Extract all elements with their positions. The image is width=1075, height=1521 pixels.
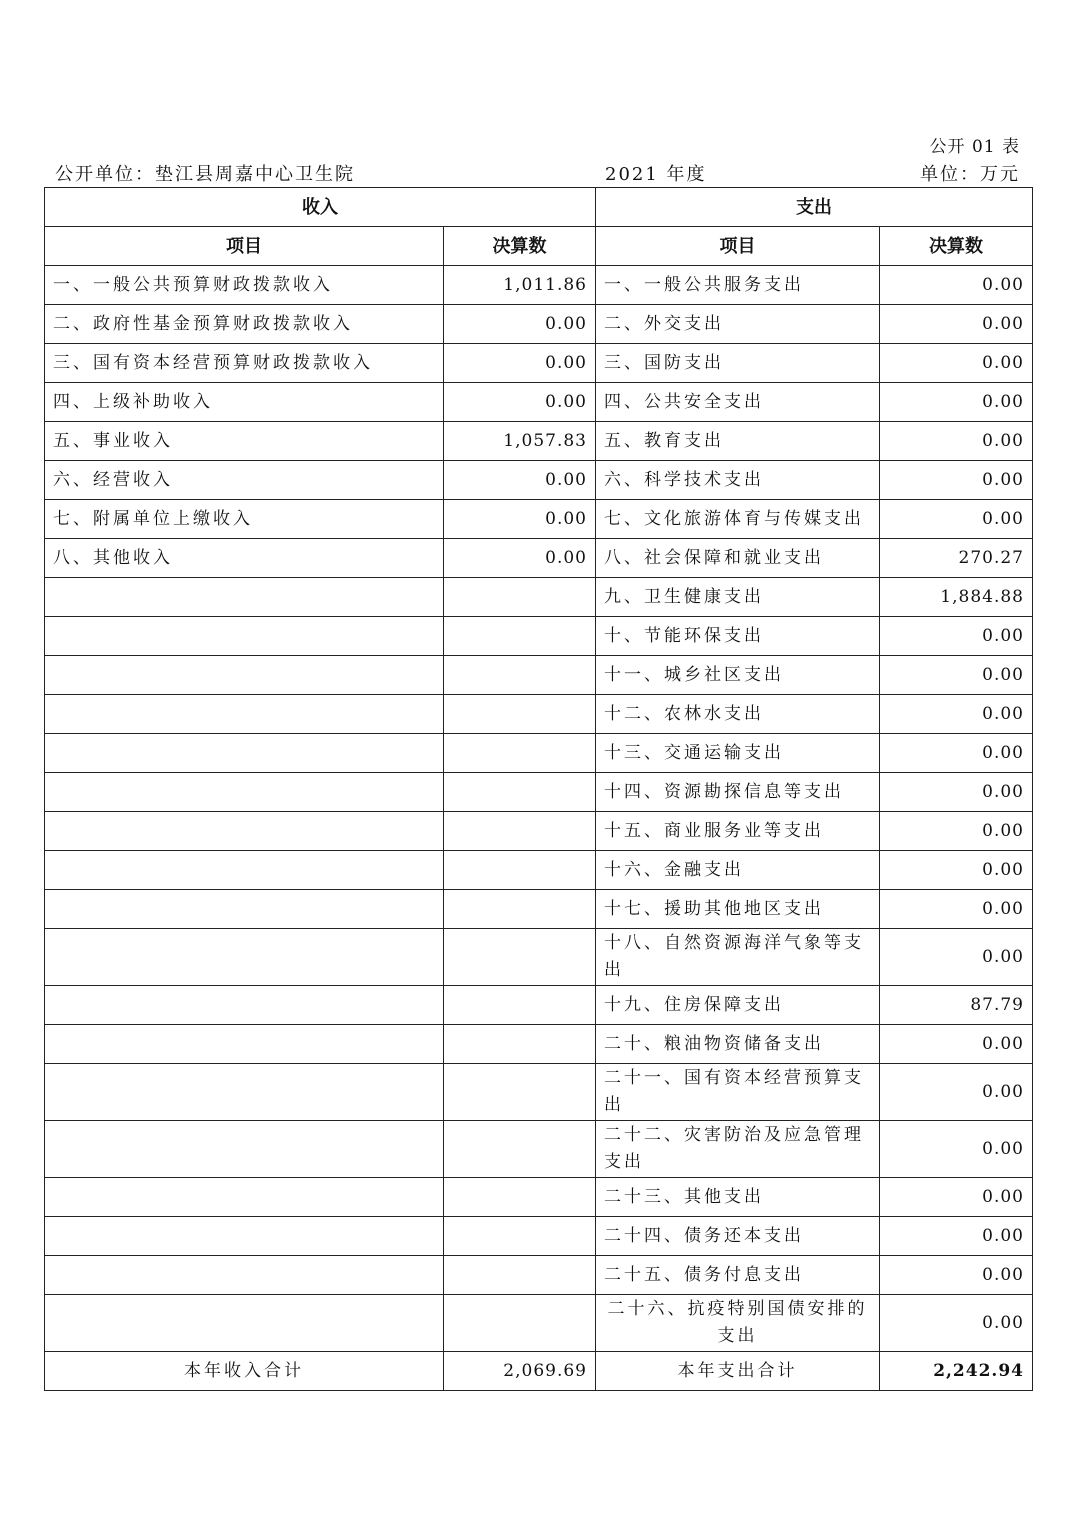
totals-row bbox=[45, 1352, 1033, 1391]
income-item-label: 六、经营收入 bbox=[45, 461, 444, 500]
table-row bbox=[45, 1121, 1033, 1178]
expense-item-label: 七、文化旅游体育与传媒支出 bbox=[596, 500, 880, 539]
income-expense-table bbox=[44, 187, 1033, 1391]
expense-item-value: 270.27 bbox=[880, 539, 1033, 578]
table-row bbox=[45, 1295, 1033, 1352]
expense-item-label: 二十五、债务付息支出 bbox=[596, 1256, 880, 1295]
income-item-value bbox=[444, 578, 596, 617]
income-item-label bbox=[45, 656, 444, 695]
table-row bbox=[45, 929, 1033, 986]
table-row bbox=[45, 578, 1033, 617]
table-row bbox=[45, 266, 1033, 305]
expense-item-value: 0.00 bbox=[880, 344, 1033, 383]
income-item-value bbox=[444, 1217, 596, 1256]
expense-item-label: 二十、粮油物资储备支出 bbox=[596, 1025, 880, 1064]
expense-item-value: 0.00 bbox=[880, 461, 1033, 500]
income-item-label bbox=[45, 773, 444, 812]
income-total-label: 本年收入合计 bbox=[45, 1352, 444, 1391]
expense-item-value: 0.00 bbox=[880, 1025, 1033, 1064]
income-amount-header: 决算数 bbox=[444, 227, 596, 266]
income-item-value bbox=[444, 851, 596, 890]
table-row bbox=[45, 383, 1033, 422]
income-total-value: 2,069.69 bbox=[444, 1352, 596, 1391]
expense-item-label: 九、卫生健康支出 bbox=[596, 578, 880, 617]
table-body bbox=[45, 266, 1033, 1352]
income-item-value: 0.00 bbox=[444, 305, 596, 344]
expense-item-value: 0.00 bbox=[880, 617, 1033, 656]
report-meta bbox=[55, 160, 1020, 186]
income-item-header: 项目 bbox=[45, 227, 444, 266]
expense-item-label: 十、节能环保支出 bbox=[596, 617, 880, 656]
income-item-value: 0.00 bbox=[444, 344, 596, 383]
expense-item-value: 0.00 bbox=[880, 1121, 1033, 1178]
table-row bbox=[45, 539, 1033, 578]
table-row bbox=[45, 1217, 1033, 1256]
expense-item-value: 0.00 bbox=[880, 695, 1033, 734]
table-row bbox=[45, 656, 1033, 695]
income-item-label bbox=[45, 1295, 444, 1352]
income-item-value bbox=[444, 890, 596, 929]
expense-item-value: 0.00 bbox=[880, 1178, 1033, 1217]
expense-item-value: 0.00 bbox=[880, 890, 1033, 929]
income-item-label bbox=[45, 890, 444, 929]
expense-item-label: 二十六、抗疫特别国债安排的支出 bbox=[596, 1295, 880, 1352]
expense-item-label: 二、外交支出 bbox=[596, 305, 880, 344]
income-item-value: 0.00 bbox=[444, 461, 596, 500]
reporting-unit: 公开单位：垫江县周嘉中心卫生院 bbox=[55, 164, 355, 185]
expense-item-value: 0.00 bbox=[880, 305, 1033, 344]
expense-item-value: 0.00 bbox=[880, 1217, 1033, 1256]
income-item-label bbox=[45, 1121, 444, 1178]
expense-item-header: 项目 bbox=[596, 227, 880, 266]
income-item-label bbox=[45, 1025, 444, 1064]
income-item-label bbox=[45, 929, 444, 986]
table-row bbox=[45, 890, 1033, 929]
expense-item-label: 十二、农林水支出 bbox=[596, 695, 880, 734]
expense-item-value: 0.00 bbox=[880, 929, 1033, 986]
form-number: 公开 01 表 bbox=[929, 137, 1020, 157]
income-item-label bbox=[45, 812, 444, 851]
currency-unit: 单位：万元 bbox=[920, 164, 1020, 185]
expense-header: 支出 bbox=[596, 188, 1033, 227]
expense-item-label: 五、教育支出 bbox=[596, 422, 880, 461]
income-item-label: 八、其他收入 bbox=[45, 539, 444, 578]
expense-item-value: 0.00 bbox=[880, 1256, 1033, 1295]
income-item-value bbox=[444, 986, 596, 1025]
table-row bbox=[45, 617, 1033, 656]
income-item-value: 0.00 bbox=[444, 500, 596, 539]
income-item-label: 五、事业收入 bbox=[45, 422, 444, 461]
table-row bbox=[45, 500, 1033, 539]
table-row bbox=[45, 986, 1033, 1025]
expense-item-value: 0.00 bbox=[880, 812, 1033, 851]
table-row bbox=[45, 461, 1033, 500]
income-item-value: 0.00 bbox=[444, 539, 596, 578]
expense-item-value: 0.00 bbox=[880, 383, 1033, 422]
expense-item-value: 0.00 bbox=[880, 1064, 1033, 1121]
table-row bbox=[45, 851, 1033, 890]
expense-item-label: 十一、城乡社区支出 bbox=[596, 656, 880, 695]
income-item-label bbox=[45, 617, 444, 656]
expense-item-value: 0.00 bbox=[880, 734, 1033, 773]
income-item-value bbox=[444, 734, 596, 773]
income-item-value bbox=[444, 1121, 596, 1178]
income-item-label bbox=[45, 986, 444, 1025]
expense-item-label: 三、国防支出 bbox=[596, 344, 880, 383]
expense-item-label: 十五、商业服务业等支出 bbox=[596, 812, 880, 851]
table-row bbox=[45, 812, 1033, 851]
income-item-label bbox=[45, 1217, 444, 1256]
income-item-value bbox=[444, 617, 596, 656]
expense-item-value: 0.00 bbox=[880, 266, 1033, 305]
income-item-value bbox=[444, 773, 596, 812]
expense-item-value: 0.00 bbox=[880, 1295, 1033, 1352]
expense-amount-header: 决算数 bbox=[880, 227, 1033, 266]
income-item-label bbox=[45, 1178, 444, 1217]
income-item-value bbox=[444, 1256, 596, 1295]
income-item-value bbox=[444, 812, 596, 851]
income-item-label bbox=[45, 734, 444, 773]
income-item-value bbox=[444, 1178, 596, 1217]
expense-total-label: 本年支出合计 bbox=[596, 1352, 880, 1391]
expense-item-value: 0.00 bbox=[880, 500, 1033, 539]
expense-item-label: 八、社会保障和就业支出 bbox=[596, 539, 880, 578]
expense-item-label: 十四、资源勘探信息等支出 bbox=[596, 773, 880, 812]
expense-item-value: 0.00 bbox=[880, 851, 1033, 890]
expense-item-value: 0.00 bbox=[880, 656, 1033, 695]
expense-item-value: 0.00 bbox=[880, 422, 1033, 461]
income-item-value bbox=[444, 929, 596, 986]
income-item-value bbox=[444, 1064, 596, 1121]
expense-item-label: 二十四、债务还本支出 bbox=[596, 1217, 880, 1256]
income-header: 收入 bbox=[45, 188, 596, 227]
expense-item-label: 四、公共安全支出 bbox=[596, 383, 880, 422]
table-row bbox=[45, 344, 1033, 383]
expense-item-label: 一、一般公共服务支出 bbox=[596, 266, 880, 305]
income-item-label: 七、附属单位上缴收入 bbox=[45, 500, 444, 539]
table-row bbox=[45, 773, 1033, 812]
income-item-value bbox=[444, 695, 596, 734]
table-row bbox=[45, 1064, 1033, 1121]
table-row bbox=[45, 1256, 1033, 1295]
income-item-value bbox=[444, 1025, 596, 1064]
expense-item-value: 1,884.88 bbox=[880, 578, 1033, 617]
income-item-label bbox=[45, 695, 444, 734]
expense-item-value: 87.79 bbox=[880, 986, 1033, 1025]
expense-item-value: 0.00 bbox=[880, 773, 1033, 812]
table-row bbox=[45, 1178, 1033, 1217]
expense-item-label: 二十一、国有资本经营预算支出 bbox=[596, 1064, 880, 1121]
expense-total-value: 2,242.94 bbox=[880, 1352, 1033, 1391]
table-row bbox=[45, 695, 1033, 734]
income-item-label bbox=[45, 851, 444, 890]
expense-item-label: 六、科学技术支出 bbox=[596, 461, 880, 500]
income-item-label: 二、政府性基金预算财政拨款收入 bbox=[45, 305, 444, 344]
expense-item-label: 十六、金融支出 bbox=[596, 851, 880, 890]
income-item-label bbox=[45, 1256, 444, 1295]
expense-item-label: 二十二、灾害防治及应急管理支出 bbox=[596, 1121, 880, 1178]
expense-item-label: 十八、自然资源海洋气象等支出 bbox=[596, 929, 880, 986]
income-item-value: 0.00 bbox=[444, 383, 596, 422]
table-row bbox=[45, 305, 1033, 344]
income-item-label: 三、国有资本经营预算财政拨款收入 bbox=[45, 344, 444, 383]
table-row bbox=[45, 734, 1033, 773]
income-item-label bbox=[45, 578, 444, 617]
fiscal-year: 2021 年度 bbox=[605, 164, 707, 185]
income-item-value bbox=[444, 656, 596, 695]
income-item-label: 一、一般公共预算财政拨款收入 bbox=[45, 266, 444, 305]
expense-item-label: 十七、援助其他地区支出 bbox=[596, 890, 880, 929]
income-item-label bbox=[45, 1064, 444, 1121]
income-item-label: 四、上级补助收入 bbox=[45, 383, 444, 422]
expense-item-label: 十三、交通运输支出 bbox=[596, 734, 880, 773]
expense-item-label: 二十三、其他支出 bbox=[596, 1178, 880, 1217]
income-item-value bbox=[444, 1295, 596, 1352]
table-row bbox=[45, 1025, 1033, 1064]
expense-item-label: 十九、住房保障支出 bbox=[596, 986, 880, 1025]
income-item-value: 1,011.86 bbox=[444, 266, 596, 305]
income-item-value: 1,057.83 bbox=[444, 422, 596, 461]
table-row bbox=[45, 422, 1033, 461]
